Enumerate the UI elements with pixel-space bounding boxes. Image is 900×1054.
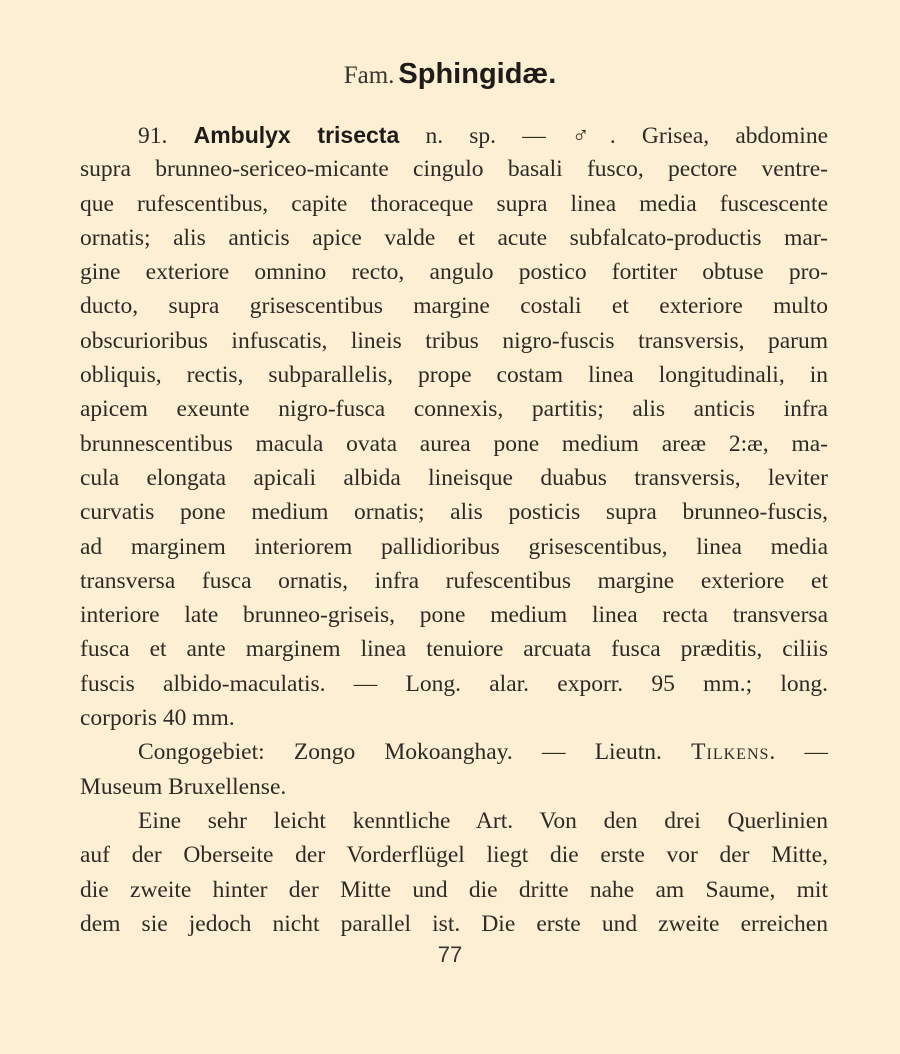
description-line: apicem exeunte nigro-fusca connexis, partitis; alis anticis infra <box>80 396 828 423</box>
description-line: supra brunneo-sericeo-micante cingulo basali fusco, pectore ventre- <box>80 156 828 183</box>
description-line: brunnescentibus macula ovata aurea pone medium areæ 2:æ, ma- <box>80 430 828 457</box>
locality-text: Congogebiet: Zongo Mokoanghay. — Lieutn. <box>138 739 662 766</box>
description-line: ducto, supra grisescentibus margine costali et exteriore multo <box>80 293 828 320</box>
page-number: 77 <box>437 942 463 967</box>
description-line: transversa fusca ornatis, infra rufescentibus margine exteriore et <box>80 567 828 594</box>
note-line: die zweite hinter der Mitte und die dritte nahe am Saume, mit <box>80 876 828 903</box>
description-line: gine exteriore omnino recto, angulo postico fortiter obtuse pro- <box>80 259 828 286</box>
collector-name: Tilkens <box>691 739 770 766</box>
species-name: Ambulyx trisecta <box>193 122 400 148</box>
note-line: dem sie jedoch nicht parallel ist. Die erste und zweite erreichen <box>80 910 828 937</box>
description-line: interiore late brunneo-griseis, pone medium linea recta transversa <box>80 602 828 629</box>
description-line: fuscis albido-maculatis. — Long. alar. exporr. 95 mm.; long. <box>80 670 828 697</box>
entry-number: 91. <box>138 123 168 149</box>
description-line: obscurioribus infuscatis, lineis tribus nigro-fuscis transversis, parum <box>80 327 828 354</box>
description-line: ornatis; alis anticis apice valde et acute subfalcato-productis mar- <box>80 224 828 251</box>
locality-end: . — <box>769 739 828 766</box>
species-heading-line <box>80 118 828 152</box>
description-line: corporis 40 mm. <box>80 705 235 732</box>
description-line: curvatis pone medium ornatis; alis posticis supra brunneo-fuscis, <box>80 499 828 526</box>
description-line: que rufescentibus, capite thoraceque supra linea media fuscescente <box>80 190 828 217</box>
note-line: auf der Oberseite der Vorderflügel liegt die erste vor der Mitte, <box>80 842 828 869</box>
page-header <box>0 54 900 99</box>
description-line: obliquis, rectis, subparallelis, prope costam linea longitudinali, in <box>80 362 828 389</box>
description-line: fusca et ante marginem linea tenuiore arcuata fusca præditis, ciliis <box>80 636 828 663</box>
body-text <box>80 118 828 941</box>
description-line: ad marginem interiorem pallidioribus grisescentibus, linea media <box>80 533 828 560</box>
header-fam: Fam. <box>343 62 395 89</box>
header-family-name: Sphingidæ. <box>398 58 557 90</box>
species-heading-rest: n. sp. — ♂. Grisea, abdomine <box>425 123 829 149</box>
note-line: Eine sehr leicht kenntliche Art. Von den drei Querlinien <box>138 807 828 834</box>
locality-line <box>80 735 828 769</box>
description-line: cula elongata apicali albida lineisque duabus transversis, leviter <box>80 464 828 491</box>
museum-line: Museum Bruxellense. <box>80 773 287 800</box>
